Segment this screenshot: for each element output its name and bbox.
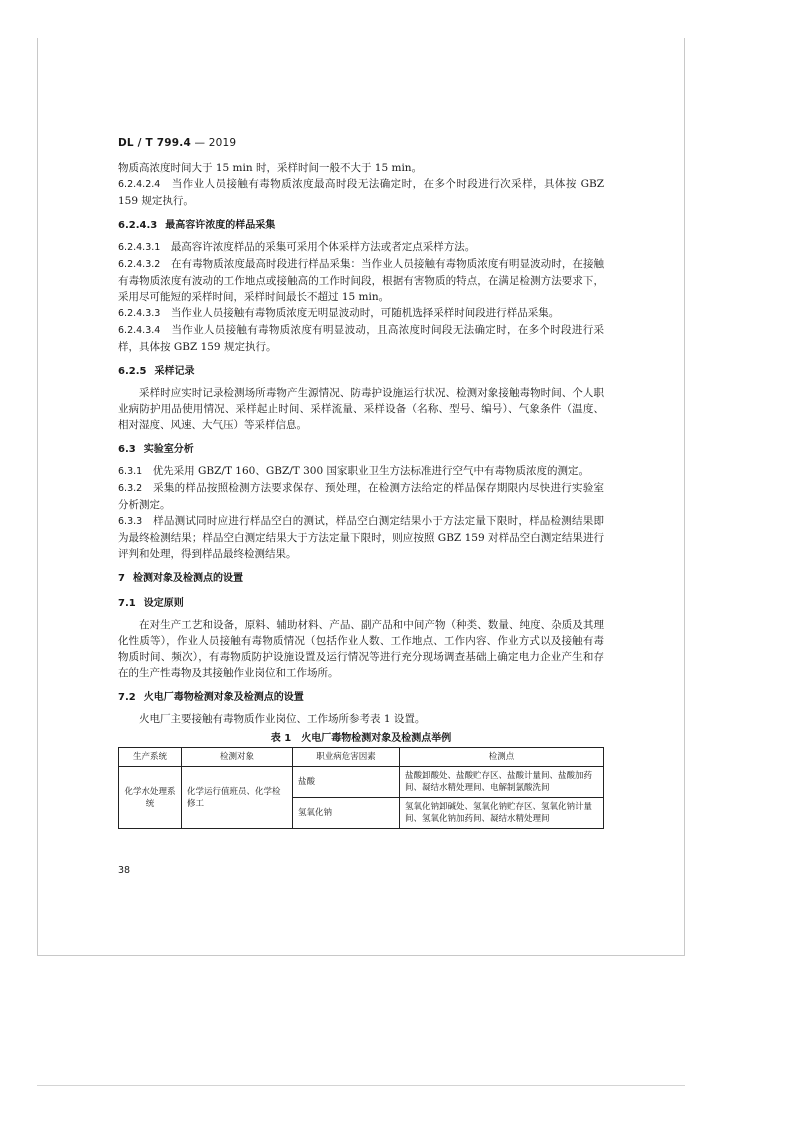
column-header: 职业病危害因素	[293, 748, 400, 767]
clause	[118, 305, 604, 322]
section-number: 7.2	[118, 692, 136, 703]
column-header: 检测对象	[182, 748, 293, 767]
section-number: 6.3	[118, 444, 136, 455]
clause-number: 6.3.3	[118, 516, 143, 527]
table-caption: 表 1 火电厂毒物检测对象及检测点举例	[270, 733, 452, 744]
section-title: 设定原则	[143, 598, 184, 609]
clause-number: 6.2.4.3.2	[118, 259, 161, 270]
hazard-factor-cell: 氢氧化钠	[293, 798, 400, 829]
spacer	[118, 209, 604, 218]
section-heading	[118, 218, 604, 234]
document-body	[118, 160, 604, 829]
table-header-row	[119, 748, 604, 767]
section-title: 采样记录	[154, 366, 195, 377]
spacer	[118, 562, 604, 571]
standard-code: DL / T 799.4	[118, 137, 191, 149]
section-title: 火电厂毒物检测对象及检测点的设置	[143, 692, 304, 703]
section-number: 7.1	[118, 598, 136, 609]
standard-code-header	[118, 137, 236, 149]
detection-target-cell: 化学运行值班员、化学检修工	[182, 767, 293, 829]
clause-number: 6.3.2	[118, 483, 143, 494]
detection-point-cell: 氢氧化钠卸碱处、氢氧化钠贮存区、氢氧化钠计量间、氢氧化钠加药间、凝结水精处理间	[400, 798, 604, 829]
spacer	[118, 681, 604, 690]
clause	[118, 480, 604, 513]
header-separator: —	[190, 137, 209, 149]
section-heading	[118, 690, 604, 706]
table-row	[119, 767, 604, 798]
clause-text: 采集的样品按照检测方法要求保存、预处理，在检测方法给定的样品保存期限内尽快进行实验室分析测定。	[118, 482, 605, 511]
clause	[118, 239, 604, 256]
section-heading	[118, 571, 604, 587]
section-heading	[118, 442, 604, 458]
standard-year: 2019	[208, 137, 237, 149]
clause-text: 样品测试同时应进行样品空白的测试，样品空白测定结果小于方法定量下限时，样品检测结果即为最终检测结果；样品空白测定结果大于方法定量下限时，则应按照 GBZ 159 对样品空白测定结果进行评判和处理，得到样品最终检测结果。	[118, 515, 605, 560]
section-number: 6.2.5	[118, 366, 147, 377]
section-title: 最高容许浓度的样品采集	[165, 220, 276, 231]
hazard-table	[118, 747, 604, 829]
column-header: 检测点	[400, 748, 604, 767]
paragraph: 物质高浓度时间大于 15 min 时，采样时间一般不大于 15 min。	[118, 162, 423, 174]
spacer	[118, 355, 604, 364]
clause	[118, 256, 604, 305]
clause-text: 最高容许浓度样品的采集可采用个体采样方法或者定点采样方法。	[170, 241, 476, 253]
clause	[118, 176, 604, 209]
clause	[118, 322, 604, 355]
page-border-right	[684, 38, 685, 956]
production-system-cell: 化学水处理系统	[119, 767, 182, 829]
clause-text: 当作业人员接触有毒物质浓度无明显波动时，可随机选择采样时间段进行样品采集。	[170, 307, 560, 319]
clause-number: 6.2.4.3.4	[118, 325, 161, 336]
clause	[118, 513, 604, 562]
spacer	[118, 433, 604, 442]
page-border-bottom	[37, 955, 685, 956]
section-title: 检测对象及检测点的设置	[132, 573, 243, 584]
clause-text: 优先采用 GBZ/T 160、GBZ/T 300 国家职业卫生方法标准进行空气中有毒物质浓度的测定。	[152, 465, 590, 477]
section-title: 实验室分析	[143, 444, 194, 455]
clause-number: 6.2.4.3.1	[118, 242, 161, 253]
clause	[118, 463, 604, 480]
clause-text: 在有毒物质浓度最高时段进行样品采集：当作业人员接触有毒物质浓度有明显波动时，在接触有毒物质浓度有波动的工作地点或接触高的工作时间段，根据有害物质的特点，在满足检测方法要求下，采用尽可能短的采样时间，采样时间最长不超过 15 min。	[118, 258, 605, 303]
section-number: 6.2.4.3	[118, 220, 158, 231]
clause-number: 6.2.4.2.4	[118, 179, 161, 190]
clause-number: 6.3.1	[118, 466, 143, 477]
section-heading	[118, 364, 604, 380]
paragraph: 火电厂主要接触有毒物质作业岗位、工作场所参考表 1 设置。	[139, 713, 426, 725]
section-number: 7	[118, 573, 125, 584]
clause-number: 6.2.4.3.3	[118, 308, 161, 319]
section-heading	[118, 596, 604, 612]
paragraph: 在对生产工艺和设备，原料、辅助材料、产品、副产品和中间产物（种类、数量、纯度、杂质及其理化性质等），作业人员接触有毒物质情况（包括作业人数、工作地点、工作内容、作业方式以及接触有毒物质时间、频次），有毒物质防护设施设置及运行情况等进行充分现场调查基础上确定电力企业产生和存在的生产性毒物及其接触作业岗位和工作场所。	[118, 619, 604, 679]
column-header: 生产系统	[119, 748, 182, 767]
hazard-factor-cell: 盐酸	[293, 767, 400, 798]
footer-divider	[37, 1085, 685, 1086]
page-border-left	[37, 38, 38, 956]
clause-text: 当作业人员接触有毒物质浓度最高时段无法确定时，在多个时段进行次采样，具体按 GBZ 159 规定执行。	[118, 178, 604, 207]
page-number: 38	[118, 865, 131, 876]
paragraph: 采样时应实时记录检测场所毒物产生源情况、防毒护设施运行状况、检测对象接触毒物时间、个人职业病防护用品使用情况、采样起止时间、采样流量、采样设备（名称、型号、编号）、气象条件（温度、相对湿度、风速、大气压）等采样信息。	[118, 387, 604, 431]
detection-point-cell: 盐酸卸酸处、盐酸贮存区、盐酸计量间、盐酸加药间、凝结水精处理间、电解制氯酸洗间	[400, 767, 604, 798]
spacer	[118, 587, 604, 596]
clause-text: 当作业人员接触有毒物质浓度有明显波动，且高浓度时间段无法确定时，在多个时段进行采样，具体按 GBZ 159 规定执行。	[118, 324, 605, 353]
